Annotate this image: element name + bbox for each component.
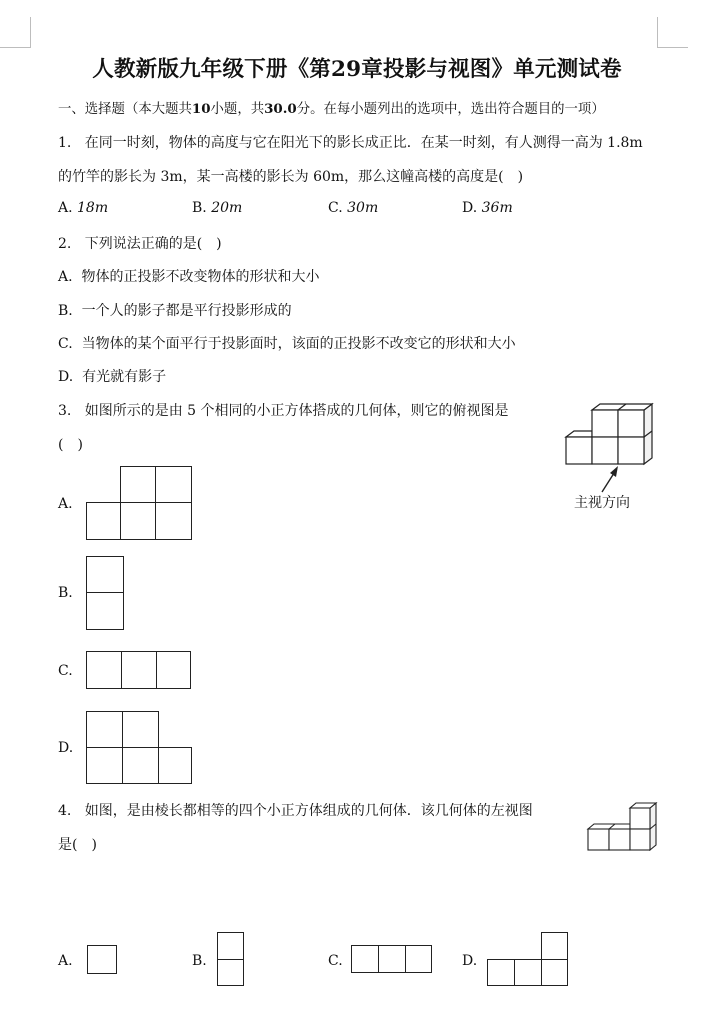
q3-option-b-label[interactable]: B. xyxy=(58,585,73,601)
q4-option-a-label[interactable]: A. xyxy=(58,953,73,969)
page-title: 人教新版九年级下册《第29章投影与视图》单元测试卷 xyxy=(92,57,622,82)
q3-number: 3. xyxy=(58,403,72,419)
q3-option-c-label[interactable]: C. xyxy=(58,663,73,679)
direction-arrow-head xyxy=(610,466,618,477)
q3-figure-caption: 主视方向 xyxy=(574,495,630,511)
q3-stem-line1: 如图所示的是由 5 个相同的小正方体搭成的几何体，则它的俯视图是 xyxy=(84,403,509,419)
q1-number: 1. xyxy=(58,135,72,151)
q4-stem-line2: 是( ) xyxy=(58,837,97,853)
q3-stem-line2: ( ) xyxy=(58,437,83,453)
q4-option-c-label[interactable]: C. xyxy=(328,953,343,969)
section-heading: 一、选择题（本大题共10小题，共30.0分。在每小题列出的选项中，选出符合题目的一项） xyxy=(58,101,605,117)
q4-stem-line1: 如图，是由棱长都相等的四个小正方体组成的几何体．该几何体的左视图 xyxy=(84,803,533,819)
q4-option-d-view[interactable] xyxy=(487,932,568,986)
q2-option-c[interactable]: C. 当物体的某个面平行于投影面时，该面的正投影不改变它的形状和大小 xyxy=(58,336,516,352)
q4-cube-figure xyxy=(584,798,664,856)
q3-option-a-view[interactable] xyxy=(86,466,192,540)
q3-option-b-view[interactable] xyxy=(86,556,124,630)
q1-stem-line2: 的竹竿的影长为 3m，某一高楼的影长为 60m，那么这幢高楼的高度是( ) xyxy=(58,169,524,185)
q3-option-c-view[interactable] xyxy=(86,651,191,689)
q4-option-d-label[interactable]: D. xyxy=(462,953,478,969)
q3-option-d-view[interactable] xyxy=(86,711,192,784)
q1-option-c[interactable]: C. 30m xyxy=(328,200,379,216)
q4-option-b-view[interactable] xyxy=(217,932,244,986)
q1-option-d[interactable]: D. 36m xyxy=(462,200,513,216)
q3-option-a-label[interactable]: A. xyxy=(58,496,73,512)
q2-stem: 下列说法正确的是( ) xyxy=(84,236,222,252)
q2-option-a[interactable]: A. 物体的正投影不改变物体的形状和大小 xyxy=(58,269,320,285)
q2-option-d[interactable]: D. 有光就有影子 xyxy=(58,369,167,385)
q1-stem-line1: 在同一时刻，物体的高度与它在阳光下的影长成正比．在某一时刻，有人测得一高为 1.8m xyxy=(84,135,643,151)
q4-option-c-view[interactable] xyxy=(351,945,432,973)
corner-mark-top-right xyxy=(657,17,688,48)
q1-line1 xyxy=(58,132,643,152)
corner-mark-top-left xyxy=(0,17,31,48)
q4-line1 xyxy=(58,800,533,820)
q3-line1 xyxy=(58,400,509,420)
q4-option-a-view[interactable] xyxy=(87,945,117,974)
q2-option-b[interactable]: B. 一个人的影子都是平行投影形成的 xyxy=(58,303,292,319)
q2-line xyxy=(58,233,222,253)
q4-option-b-label[interactable]: B. xyxy=(192,953,207,969)
q3-option-d-label[interactable]: D. xyxy=(58,740,74,756)
q1-option-b[interactable]: B. 20m xyxy=(192,200,243,216)
q2-number: 2. xyxy=(58,236,72,252)
q4-number: 4. xyxy=(58,803,72,819)
q1-option-a[interactable]: A. 18m xyxy=(58,200,109,216)
